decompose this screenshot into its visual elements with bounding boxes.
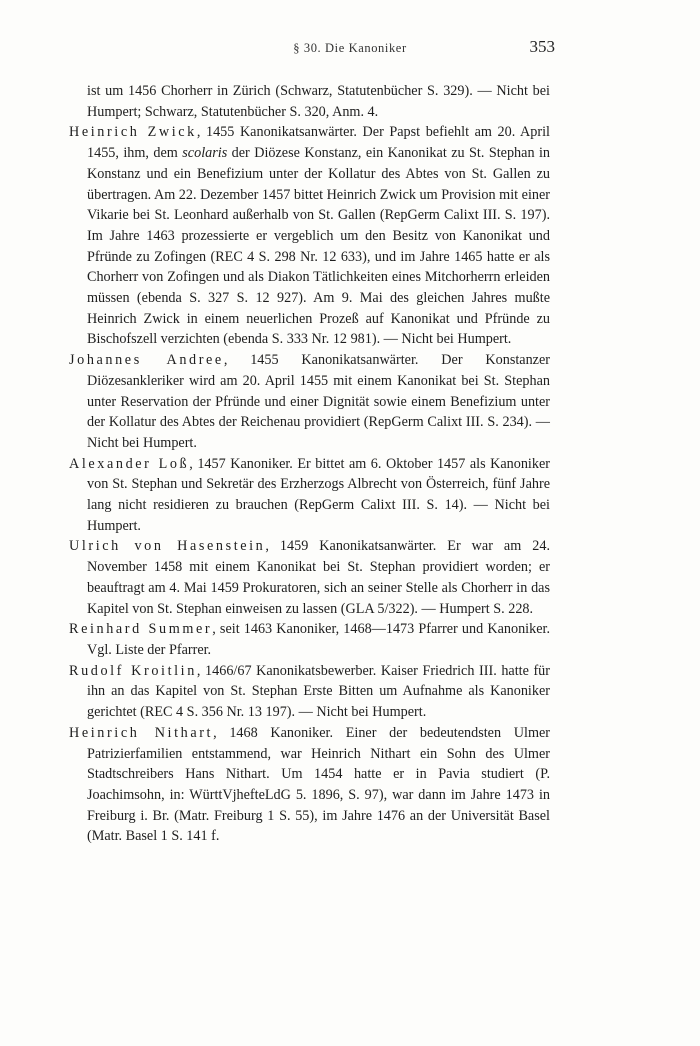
- running-head: [0, 37, 700, 63]
- register-entry: [69, 661, 550, 723]
- page-number: 353: [529, 37, 555, 56]
- person-name: Reinhard Summer: [69, 621, 213, 638]
- person-name: Ulrich von Hasenstein: [69, 538, 266, 555]
- register-entry: [69, 619, 550, 660]
- entry-text: , 1466/67 Kanonikatsbewerber. Kaiser Friedrich III. hatte für ihn an das Kapitel von St. Stephan Erste Bitten um Aufnahme als Kanoniker gerichtet (REC 4 S. 356 Nr. 13 197). — Nicht bei Humpert.: [87, 662, 551, 721]
- register-entry: [69, 454, 550, 537]
- entry-text: , 1459 Kanonikatsanwärter. Er war am 24. November 1458 mit einem Kanonikat bei St. Stephan providiert worden; er beauftragt am 4. Mai 1459 Prokuratoren, sich an seiner Stelle als Chorherr in das Kapitel von St. Stephan einweisen zu lassen (GLA 5/322). — Humpert S. 228.: [87, 538, 550, 617]
- register-entry: [69, 536, 550, 619]
- entry-text: , seit 1463 Kanoniker, 1468—1473 Pfarrer und Kanoniker. Vgl. Liste der Pfarrer.: [87, 621, 550, 658]
- entry-continuation: [69, 81, 550, 122]
- entry-text: , 1455 Kanonikatsanwärter. Der Konstanzer Diözesankleriker wird am 20. April 1455 mit einem Kanonikat bei St. Stephan unter Reservation der Pfründe und einer Dignität sowie einem Benefizium unter der Kollatur des Abtes der Reichenau providiert (RepGerm Calixt III. S. 234). — Nicht bei Humpert.: [87, 352, 550, 451]
- entry-text: ist um 1456 Chorherr in Zürich (Schwarz, Statutenbücher S. 329). — Nicht bei Humpert; Schwarz, Statutenbücher S. 320, Anm. 4.: [87, 83, 550, 120]
- entry-text: , 1468 Kanoniker. Einer der bedeutendsten Ulmer Patrizierfamilien entstammend, war Heinrich Nithart ein Sohn des Ulmer Stadtschreibers Hans Nithart. Um 1454 hatte er in Pavia studiert (P. Joachimsohn, in: WürttVjhefteLdG 5. 1896, S. 97), war dann im Jahre 1473 in Freiburg i. Br. (Matr. Freiburg 1 S. 55), im Jahre 1476 an der Universität Basel (Matr. Basel 1 S. 141 f.: [87, 724, 550, 845]
- register-entry: [69, 723, 550, 847]
- main-text: [69, 81, 550, 847]
- entry-text: , 1455 Kanonikatsanwärter. Der Papst befiehlt am 20. April 1455, ihm, dem scolaris der Diözese Konstanz, ein Kanonikat zu St. Stephan in Konstanz und ein Benefizium unter der Kollatur des Abtes von St. Gallen zu übertragen. Am 22. Dezember 1457 bittet Heinrich Zwick um Provision mit einer Vikarie bei St. Leonhard außerhalb von St. Gallen (RepGerm Calixt III. S. 197). Im Jahre 1463 prozessierte er vergeblich um den Besitz von Kanonikat und Pfründe zu Zofingen (REC 4 S. 298 Nr. 12 633), und im Jahre 1465 hatte er als Chorherr von Zofingen und als Diakon Tätlichkeiten eines Mitchorherrn erleiden müssen (ebenda S. 327 S. 12 927). Am 9. Mai des gleichen Jahres mußte Heinrich Zwick in einem neuerlichen Prozeß auf Kanonikat und Pfründe zu Bischofszell verzichten (ebenda S. 333 Nr. 12 981). — Nicht bei Humpert.: [87, 124, 551, 348]
- running-title: § 30. Die Kanoniker: [293, 41, 407, 55]
- person-name: Johannes Andree: [69, 352, 224, 369]
- person-name: Alexander Loß: [69, 455, 190, 472]
- register-entry: [69, 122, 550, 350]
- person-name: Heinrich Zwick: [69, 124, 197, 141]
- person-name: Rudolf Kroitlin: [69, 662, 197, 679]
- person-name: Heinrich Nithart: [69, 724, 214, 741]
- register-entry: [69, 350, 550, 454]
- entry-text: , 1457 Kanoniker. Er bittet am 6. Oktober 1457 als Kanoniker von St. Stephan und Sekretär des Erzherzogs Albrecht von Österreich, fünf Jahre lang nicht residieren zu brauchen (RepGerm Calixt III. S. 14). — Nicht bei Humpert.: [87, 455, 550, 534]
